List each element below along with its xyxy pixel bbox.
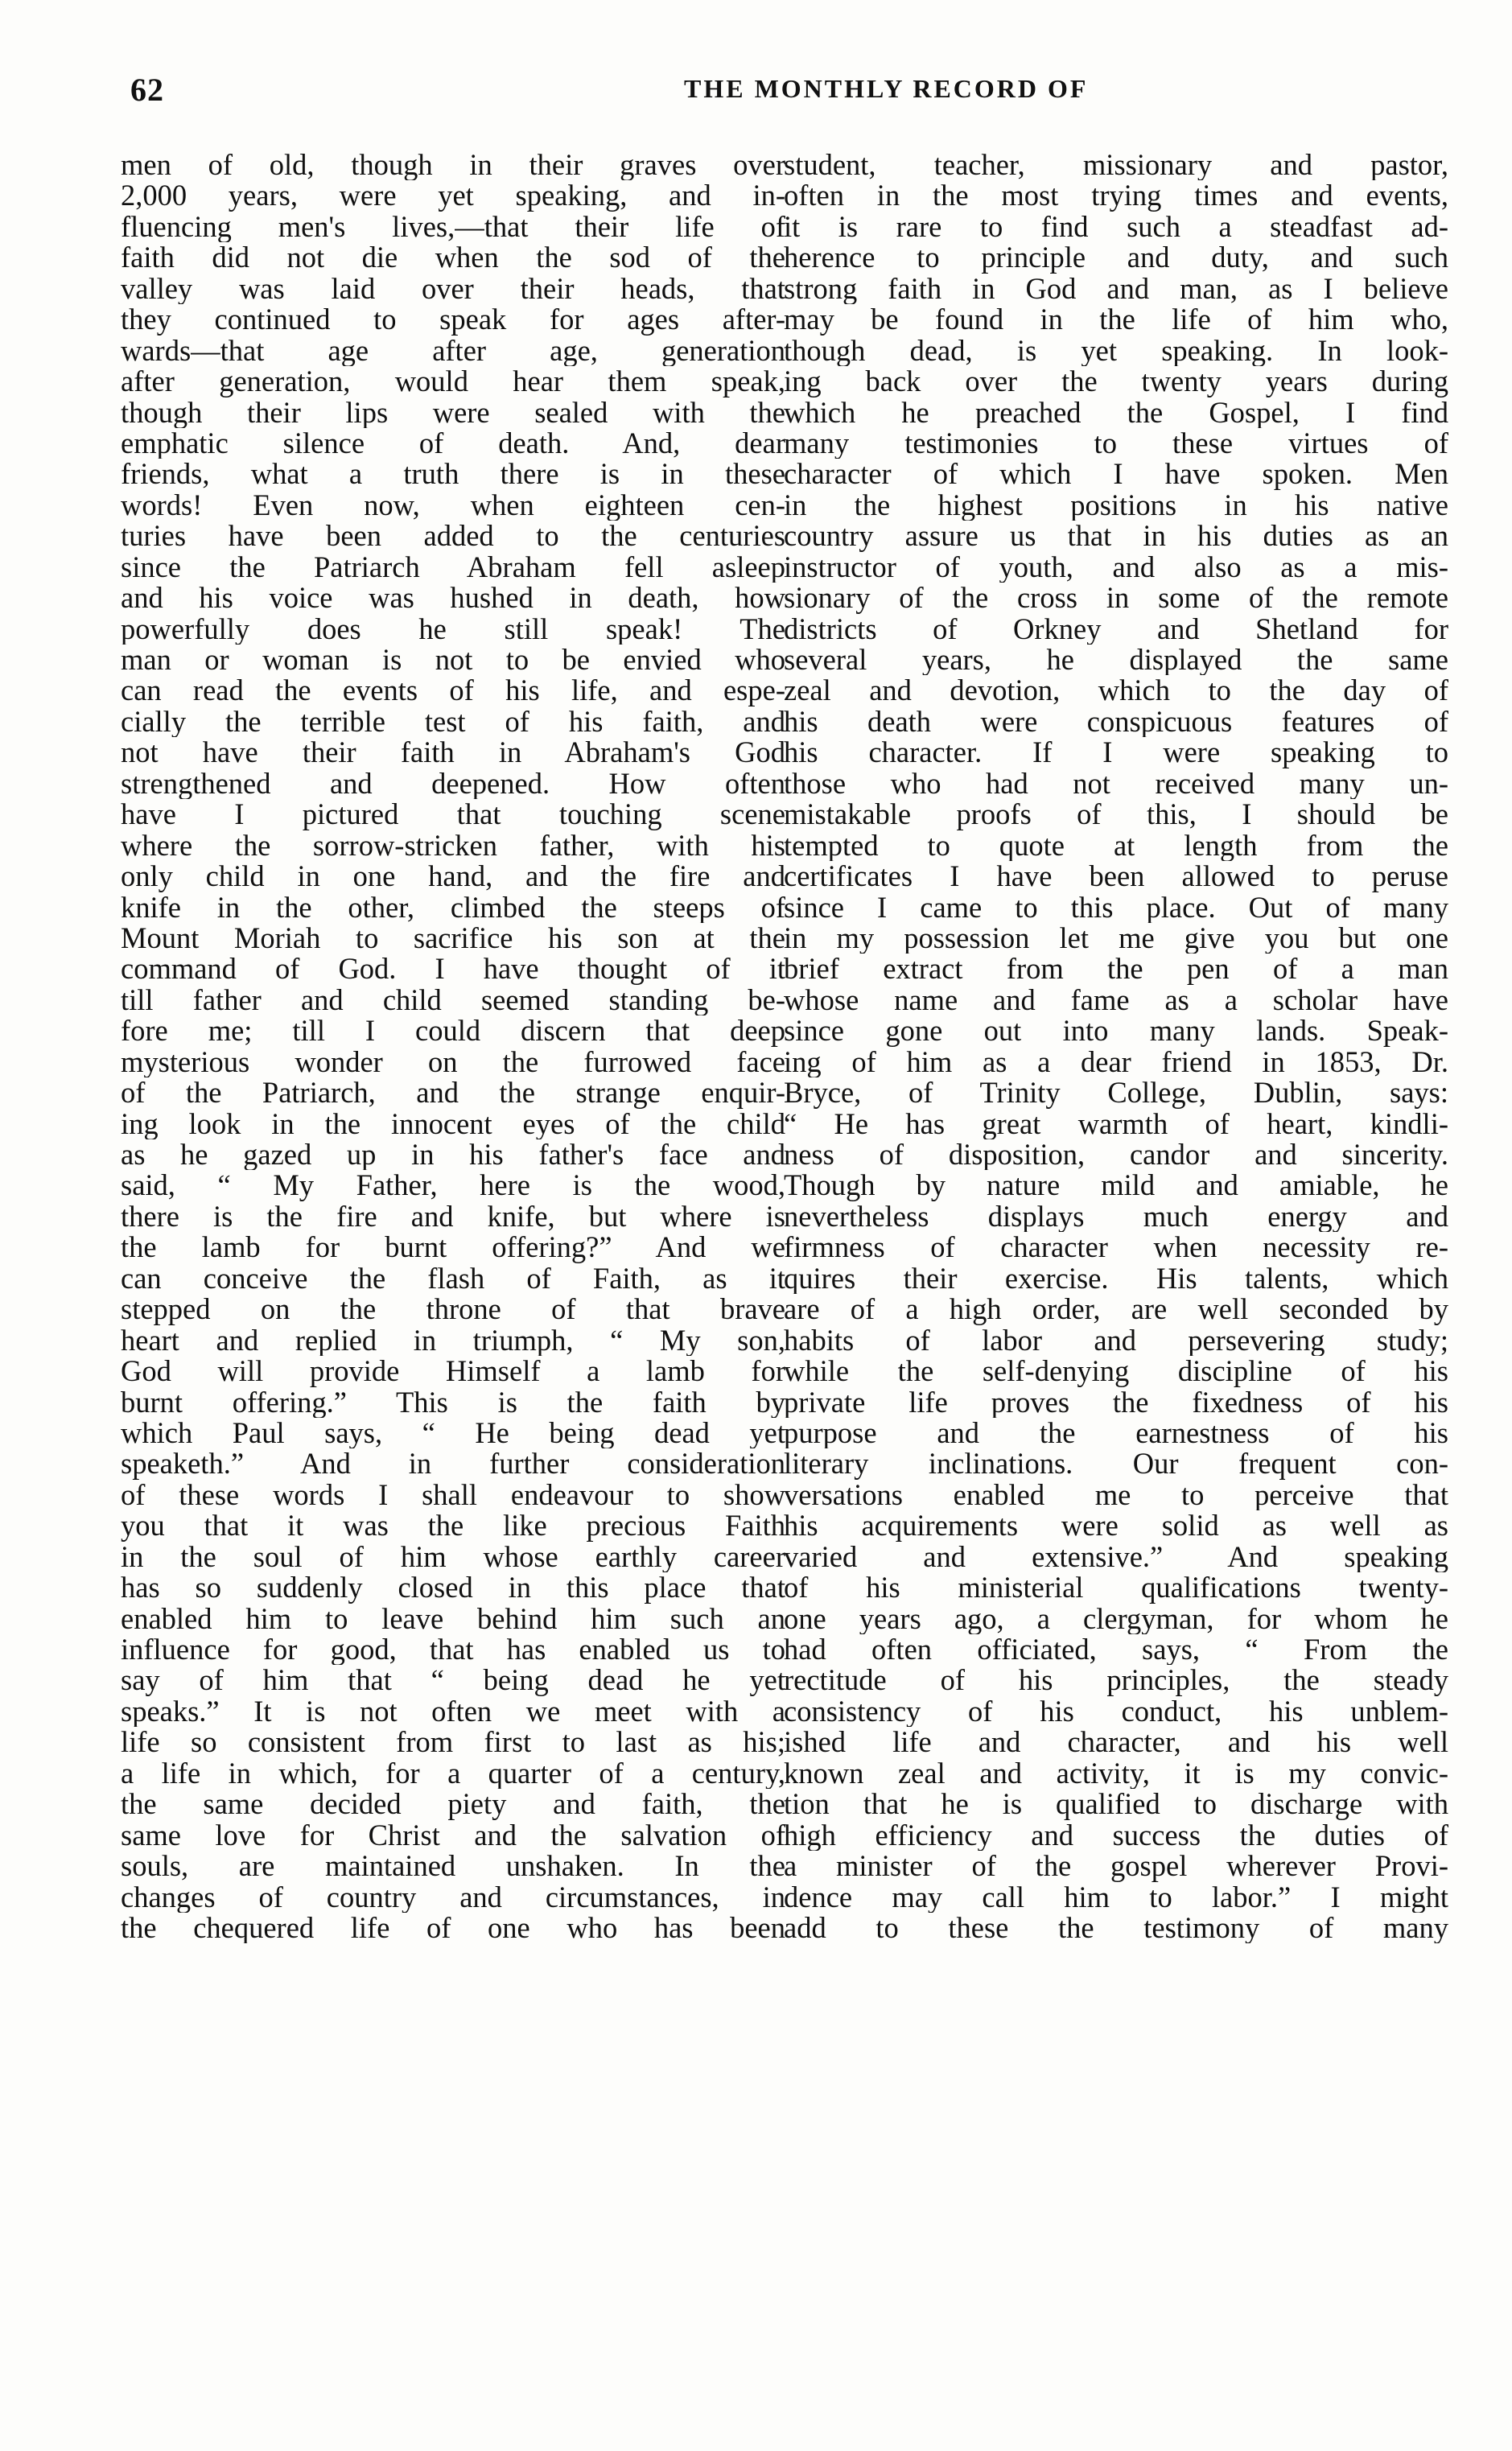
text-line: the lamb for burnt offering?” And we (121, 1232, 785, 1263)
text-line: had often officiated, says, “ From the (784, 1634, 1448, 1666)
text-line: valley was laid over their heads, that (121, 273, 785, 305)
text-line: of the Patriarch, and the strange enquir- (121, 1077, 785, 1109)
text-line: his acquirements were solid as well as (784, 1510, 1448, 1542)
text-line: those who had not received many un- (784, 768, 1448, 800)
text-line: districts of Orkney and Shetland for (784, 613, 1448, 645)
running-head (121, 71, 1424, 111)
text-line: consistency of his conduct, his unblem- (784, 1695, 1448, 1728)
text-line: only child in one hand, and the fire and (121, 861, 785, 892)
text-line: life so consistent from first to last as his; (121, 1727, 785, 1758)
text-line: a life in which, for a quarter of a century, (121, 1757, 785, 1790)
text-line: high efficiency and success the duties of (784, 1819, 1448, 1852)
text-line: one years ago, a clergyman, for whom he (784, 1603, 1448, 1634)
text-line: while the self-denying discipline of his (784, 1356, 1448, 1387)
text-line: friends, what a truth there is in these (121, 459, 785, 490)
text-line: though dead, is yet speaking. In look- (784, 335, 1448, 367)
text-line: mysterious wonder on the furrowed face (121, 1046, 785, 1078)
text-line: can read the events of his life, and espe- (121, 675, 785, 706)
text-line: herence to principle and duty, and such (784, 242, 1448, 274)
text-line: said, “ My Father, here is the wood, (121, 1170, 785, 1201)
text-line: burnt offering.” This is the faith by (121, 1386, 785, 1418)
text-line: whose name and fame as a scholar have (784, 984, 1448, 1016)
right-text-column (784, 150, 1448, 1943)
text-line: his character. If I were speaking to (784, 737, 1448, 768)
text-line: in the soul of him whose earthly career (121, 1541, 785, 1573)
text-line: Though by nature mild and amiable, he (784, 1170, 1448, 1201)
text-line: his death were conspicuous features of (784, 706, 1448, 738)
text-line: has so suddenly closed in this place that (121, 1572, 785, 1604)
text-line: since I came to this place. Out of many (784, 892, 1448, 923)
text-line: student, teacher, missionary and pastor, (784, 150, 1448, 181)
text-line: there is the fire and knife, but where is (121, 1201, 785, 1233)
text-line: ing look in the innocent eyes of the child (121, 1108, 785, 1139)
text-line: which he preached the Gospel, I find (784, 397, 1448, 428)
text-line: the chequered life of one who has been (121, 1912, 785, 1944)
text-line: are of a high order, are well seconded by (784, 1294, 1448, 1325)
text-line: instructor of youth, and also as a mis- (784, 551, 1448, 583)
text-line: habits of labor and persevering study; (784, 1324, 1448, 1357)
text-line: you that it was the like precious Faith (121, 1510, 785, 1542)
text-line: changes of country and circumstances, in (121, 1881, 785, 1913)
text-line: influence for good, that has enabled us to (121, 1634, 785, 1666)
text-line: literary inclinations. Our frequent con- (784, 1448, 1448, 1480)
text-line: private life proves the fixedness of his (784, 1386, 1448, 1418)
text-line: can conceive the flash of Faith, as it (121, 1263, 785, 1295)
text-line: several years, he displayed the same (784, 645, 1448, 676)
page-number: 62 (130, 72, 164, 108)
left-text-column (121, 150, 785, 1943)
text-line: country assure us that in his duties as an (784, 521, 1448, 552)
text-line: man or woman is not to be envied who (121, 645, 785, 676)
text-line: 2,000 years, were yet speaking, and in- (121, 180, 785, 212)
text-line: speaks.” It is not often we meet with a (121, 1695, 785, 1728)
text-line: cially the terrible test of his faith, and (121, 706, 785, 738)
text-line: the same decided piety and faith, the (121, 1789, 785, 1820)
text-line: purpose and the earnestness of his (784, 1417, 1448, 1449)
text-line: fluencing men's lives,—that their life of (121, 211, 785, 243)
text-line: mistakable proofs of this, I should be (784, 799, 1448, 830)
text-line: varied and extensive.” And speaking (784, 1541, 1448, 1573)
text-line: since gone out into many lands. Speak- (784, 1015, 1448, 1047)
text-line: strong faith in God and man, as I believe (784, 273, 1448, 305)
text-line: many testimonies to these virtues of (784, 427, 1448, 459)
text-line: not have their faith in Abraham's God (121, 737, 785, 768)
text-line: speaketh.” And in further consideration (121, 1448, 785, 1480)
text-line: of his ministerial qualifications twenty- (784, 1572, 1448, 1604)
text-line: which Paul says, “ He being dead yet (121, 1417, 785, 1449)
text-line: enabled him to leave behind him such an (121, 1603, 785, 1634)
text-line: wards—that age after age, generation (121, 335, 785, 367)
text-line: nevertheless displays much energy and (784, 1201, 1448, 1233)
text-line: it is rare to find such a steadfast ad- (784, 211, 1448, 243)
text-line: though their lips were sealed with the (121, 397, 785, 428)
text-line: quires their exercise. His talents, which (784, 1263, 1448, 1295)
text-line: emphatic silence of death. And, dear (121, 427, 785, 459)
text-line: words! Even now, when eighteen cen- (121, 489, 785, 521)
text-line: till father and child seemed standing be- (121, 984, 785, 1016)
text-line: in my possession let me give you but one (784, 922, 1448, 954)
text-line: rectitude of his principles, the steady (784, 1665, 1448, 1696)
text-line: firmness of character when necessity re- (784, 1232, 1448, 1263)
text-line: where the sorrow-stricken father, with his (121, 830, 785, 862)
text-line: often in the most trying times and events, (784, 180, 1448, 212)
text-line: sionary of the cross in some of the remote (784, 583, 1448, 614)
text-line: heart and replied in triumph, “ My son, (121, 1324, 785, 1357)
text-line: faith did not die when the sod of the (121, 242, 785, 274)
text-line: and his voice was hushed in death, how (121, 583, 785, 614)
text-line: “ He has great warmth of heart, kindli- (784, 1108, 1448, 1139)
text-line: tempted to quote at length from the (784, 830, 1448, 862)
text-line: certificates I have been allowed to peruse (784, 861, 1448, 892)
text-line: since the Patriarch Abraham fell asleep (121, 551, 785, 583)
text-line: in the highest positions in his native (784, 489, 1448, 521)
text-line: Mount Moriah to sacrifice his son at the (121, 922, 785, 954)
text-line: after generation, would hear them speak, (121, 366, 785, 398)
text-line: turies have been added to the centuries (121, 521, 785, 552)
text-line: command of God. I have thought of it (121, 954, 785, 985)
text-line: fore me; till I could discern that deep (121, 1015, 785, 1047)
text-line: ing of him as a dear friend in 1853, Dr. (784, 1046, 1448, 1078)
text-line: may be found in the life of him who, (784, 304, 1448, 336)
text-line: brief extract from the pen of a man (784, 954, 1448, 985)
text-line: stepped on the throne of that brave (121, 1294, 785, 1325)
text-line: Bryce, of Trinity College, Dublin, says: (784, 1077, 1448, 1109)
text-line: ness of disposition, candor and sincerity. (784, 1139, 1448, 1171)
text-line: ing back over the twenty years during (784, 366, 1448, 398)
text-line: tion that he is qualified to discharge with (784, 1789, 1448, 1820)
text-line: powerfully does he still speak! The (121, 613, 785, 645)
text-line: souls, are maintained unshaken. In the (121, 1851, 785, 1882)
text-line: God will provide Himself a lamb for (121, 1356, 785, 1387)
journal-title: THE MONTHLY RECORD OF (684, 74, 1089, 103)
text-line: they continued to speak for ages after- (121, 304, 785, 336)
text-line: as he gazed up in his father's face and (121, 1139, 785, 1171)
text-line: same love for Christ and the salvation of (121, 1819, 785, 1852)
text-line: known zeal and activity, it is my convic- (784, 1757, 1448, 1790)
text-line: strengthened and deepened. How often (121, 768, 785, 800)
text-line: add to these the testimony of many (784, 1912, 1448, 1944)
text-line: knife in the other, climbed the steeps of (121, 892, 785, 923)
text-line: have I pictured that touching scene (121, 799, 785, 830)
text-line: character of which I have spoken. Men (784, 459, 1448, 490)
text-line: say of him that “ being dead he yet (121, 1665, 785, 1696)
text-line: a minister of the gospel wherever Provi- (784, 1851, 1448, 1882)
text-line: versations enabled me to perceive that (784, 1479, 1448, 1511)
text-line: zeal and devotion, which to the day of (784, 675, 1448, 706)
text-line: ished life and character, and his well (784, 1727, 1448, 1758)
text-line: men of old, though in their graves over (121, 150, 785, 181)
text-line: of these words I shall endeavour to show (121, 1479, 785, 1511)
text-line: dence may call him to labor.” I might (784, 1881, 1448, 1913)
